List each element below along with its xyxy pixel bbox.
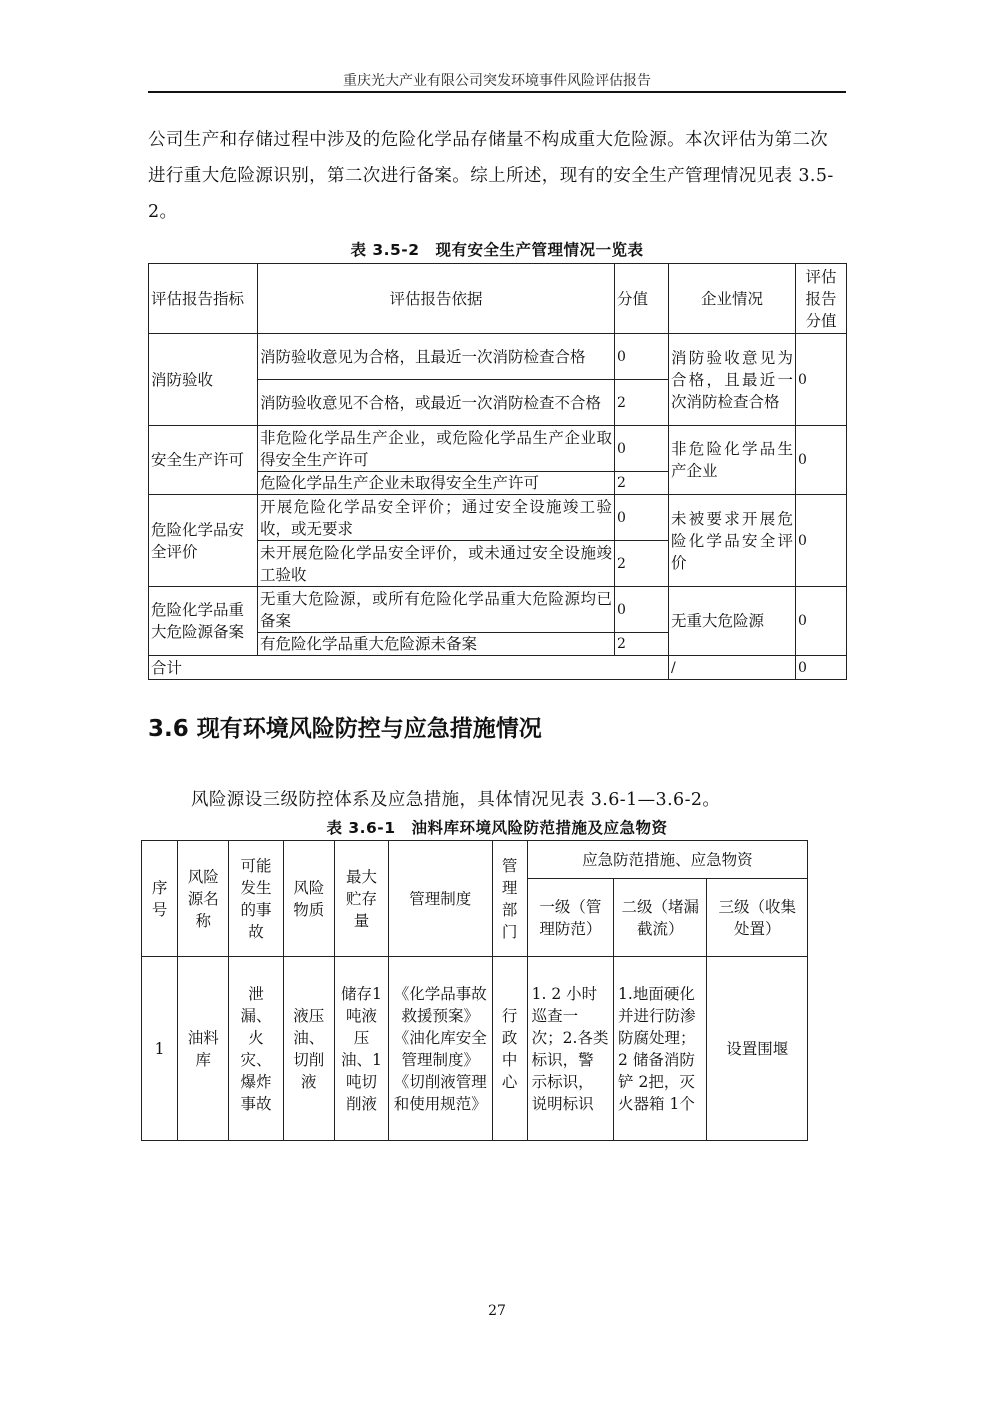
score-cell: 2 (615, 472, 669, 495)
basis-cell: 消防验收意见不合格，或最近一次消防检查不合格 (258, 380, 615, 426)
page-number: 27 (488, 1303, 506, 1319)
score-cell: 0 (615, 426, 669, 472)
header-no: 序号 (142, 841, 178, 957)
header-source: 风险源名称 (178, 841, 229, 957)
total-label: 合计 (149, 656, 669, 680)
basis-cell: 危险化学品生产企业未取得安全生产许可 (258, 472, 615, 495)
header-substance: 风险物质 (283, 841, 334, 957)
score-cell: 2 (615, 380, 669, 426)
assessed-cell: 0 (796, 426, 847, 495)
table-row (149, 334, 847, 380)
basis-cell: 非危险化学品生产企业，或危险化学品生产企业取得安全生产许可 (258, 426, 615, 472)
row-level2: 1.地面硬化并进行防渗防腐处理；2 储备消防铲 2把，灭火器箱 1个 (614, 957, 707, 1141)
header-status: 企业情况 (669, 264, 796, 334)
header-rule (148, 91, 846, 93)
basis-cell: 消防验收意见为合格，且最近一次消防检查合格 (258, 334, 615, 380)
row-storage: 储存1吨液压油、1吨切削液 (334, 957, 388, 1141)
row-dept: 行政中心 (492, 957, 527, 1141)
score-cell: 2 (615, 633, 669, 656)
page-header: 重庆光大产业有限公司突发环境事件风险评估报告 (343, 73, 651, 89)
assessed-cell: 0 (796, 334, 847, 426)
safety-management-table (148, 263, 847, 680)
indicator-cell: 危险化学品安全评价 (149, 495, 258, 587)
indicator-cell: 安全生产许可 (149, 426, 258, 495)
row-system: 《化学品事故救援预案》《油化库安全管理制度》《切削液管理和使用规范》 (389, 957, 492, 1141)
header-assessed: 评估报告分值 (796, 264, 847, 334)
assessed-cell: 0 (796, 587, 847, 656)
table-row (142, 957, 808, 1141)
table-row (149, 587, 847, 633)
status-cell: 未被要求开展危险化学品安全评价 (669, 495, 796, 587)
basis-cell: 无重大危险源，或所有危险化学品重大危险源均已备案 (258, 587, 615, 633)
table2-caption: 表 3.6-1 油料库环境风险防范措施及应急物资 (326, 819, 668, 837)
row-level3: 设置围堰 (707, 957, 808, 1141)
total-status: / (669, 656, 796, 680)
table1-caption: 表 3.5-2 现有安全生产管理情况一览表 (350, 241, 644, 259)
header-accident: 可能发生的事故 (229, 841, 283, 957)
header-score: 分值 (615, 264, 669, 334)
status-cell: 非危险化学品生产企业 (669, 426, 796, 495)
row-level1: 1. 2 小时巡查一次；2.各类标识，警示标识，说明标识 (527, 957, 613, 1141)
total-assessed: 0 (796, 656, 847, 680)
header-level2: 二级（堵漏截流） (614, 879, 707, 957)
assessed-cell: 0 (796, 495, 847, 587)
risk-prevention-table (141, 840, 808, 1141)
indicator-cell: 危险化学品重大危险源备案 (149, 587, 258, 656)
table-header-row (149, 264, 847, 334)
header-basis: 评估报告依据 (258, 264, 615, 334)
status-cell: 无重大危险源 (669, 587, 796, 656)
section-heading: 3.6 现有环境风险防控与应急措施情况 (148, 716, 542, 742)
row-no: 1 (142, 957, 178, 1141)
score-cell: 0 (615, 334, 669, 380)
basis-cell: 有危险化学品重大危险源未备案 (258, 633, 615, 656)
header-indicator: 评估报告指标 (149, 264, 258, 334)
section-paragraph: 风险源设三级防控体系及应急措施，具体情况见表 3.6-1—3.6-2。 (191, 790, 721, 810)
table-row (149, 495, 847, 541)
total-row (149, 656, 847, 680)
basis-cell: 未开展危险化学品安全评价，或未通过安全设施竣工验收 (258, 541, 615, 587)
header-measures: 应急防范措施、应急物资 (527, 841, 807, 879)
row-source: 油料库 (178, 957, 229, 1141)
row-substance: 液压油、切削液 (283, 957, 334, 1141)
header-storage: 最大贮存量 (334, 841, 388, 957)
score-cell: 2 (615, 541, 669, 587)
table2-header-row (142, 841, 808, 879)
table-row (149, 426, 847, 472)
header-dept: 管理部门 (492, 841, 527, 957)
row-accident: 泄漏、火灾、爆炸事故 (229, 957, 283, 1141)
basis-cell: 开展危险化学品安全评价；通过安全设施竣工验收，或无要求 (258, 495, 615, 541)
intro-paragraph: 公司生产和存储过程中涉及的危险化学品存储量不构成重大危险源。本次评估为第二次进行重大危险源识别，第二次进行备案。综上所述，现有的安全生产管理情况见表 3.5-2。 (148, 130, 834, 222)
header-level1: 一级（管理防范） (527, 879, 613, 957)
score-cell: 0 (615, 495, 669, 541)
header-level3: 三级（收集处置） (707, 879, 808, 957)
indicator-cell: 消防验收 (149, 334, 258, 426)
score-cell: 0 (615, 587, 669, 633)
status-cell: 消防验收意见为合格，且最近一次消防检查合格 (669, 334, 796, 426)
header-system: 管理制度 (389, 841, 492, 957)
